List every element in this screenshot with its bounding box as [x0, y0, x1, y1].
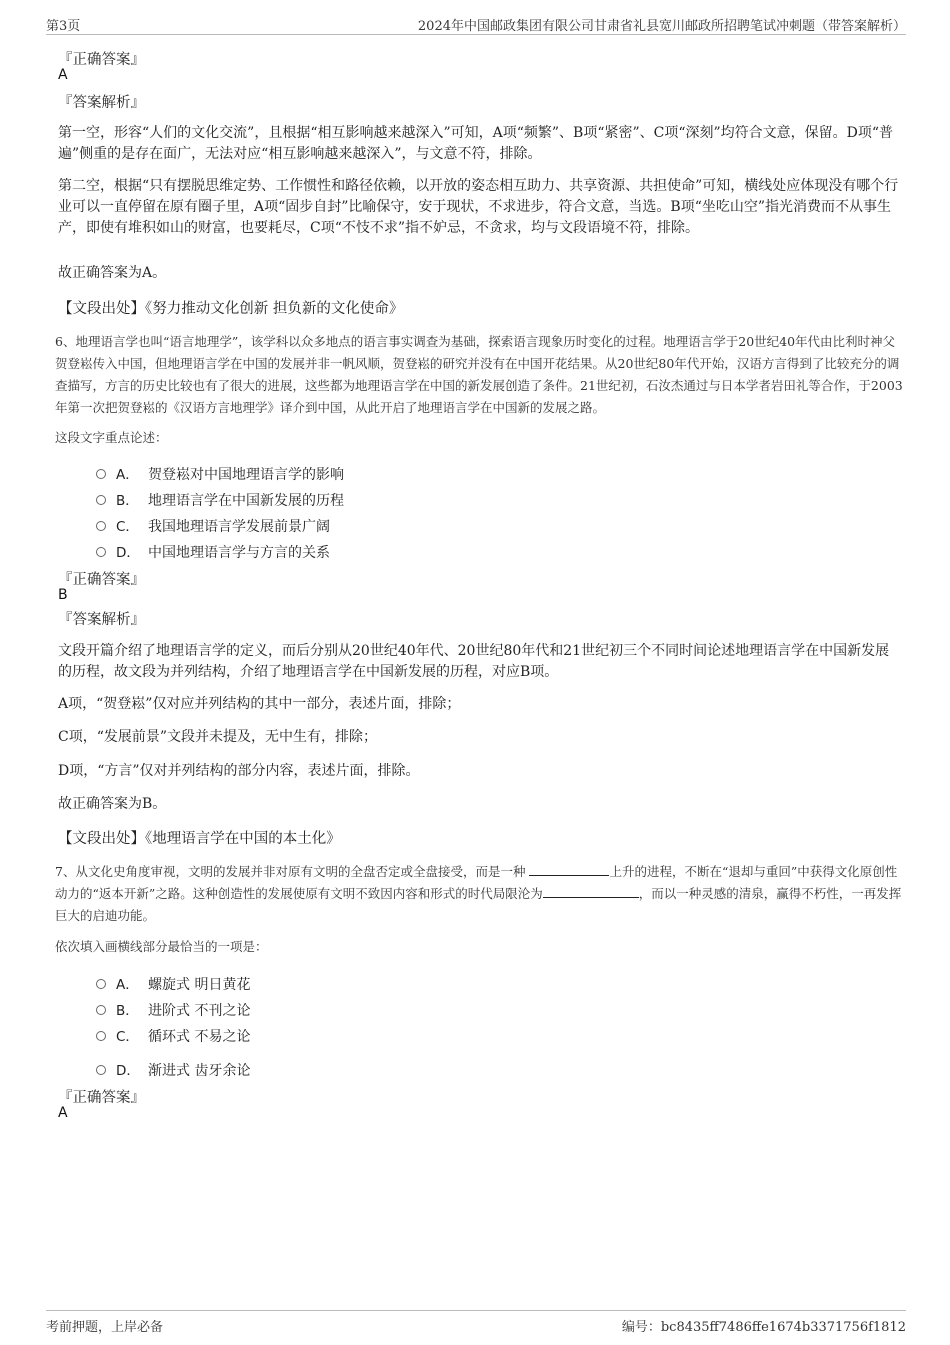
- page-header: [46, 12, 906, 35]
- radio-icon[interactable]: [96, 495, 106, 505]
- page-number: 第3页: [46, 19, 81, 34]
- analysis-paragraph: D项，“方言”仅对并列结构的部分内容，表述片面，排除。: [58, 763, 420, 779]
- analysis-label: 『答案解析』: [58, 95, 145, 111]
- radio-icon[interactable]: [96, 979, 106, 989]
- analysis-label: 『答案解析』: [58, 612, 145, 628]
- question-6-prompt: 这段文字重点论述：: [55, 430, 168, 445]
- option-d[interactable]: D． 渐进式 齿牙余论: [96, 1059, 250, 1079]
- correct-answer-value: B: [58, 587, 68, 603]
- correct-answer-label: 『正确答案』: [58, 1090, 145, 1106]
- question-7-text: 7、从文化史角度审视，文明的发展并非对原有文明的全盘否定或全盘接受，而是一种 上升的进程，不断在“退却与重回”中获得文化原创性动力的“返本开新”之路。这种创造性的发展使原有文明不致因内容和形式的时代局限沦为 ，而以一种灵感的清泉，赢得不朽性，一再发挥巨大的启迪功能。: [55, 861, 905, 927]
- source-citation: 【文段出处】《地理语言学在中国的本土化》: [58, 831, 341, 847]
- correct-answer-label: 『正确答案』: [58, 572, 145, 588]
- footer-slogan: 考前押题，上岸必备: [46, 1320, 164, 1335]
- correct-answer-value: A: [58, 67, 68, 83]
- correct-answer-label: 『正确答案』: [58, 52, 145, 68]
- page-footer: [46, 1310, 906, 1335]
- analysis-paragraph: C项，“发展前景”文段并未提及，无中生有，排除；: [58, 729, 378, 745]
- conclusion-text: 故正确答案为B。: [58, 796, 167, 812]
- analysis-paragraph: 文段开篇介绍了地理语言学的定义，而后分别从20世纪40年代、20世纪80年代和21世纪初三个不同时间论述地理语言学在中国新发展的历程，故文段为并列结构，介绍了地理语言学在中国新发展的历程，对应B项。: [58, 643, 890, 680]
- option-a[interactable]: A． 螺旋式 明日黄花: [96, 973, 250, 993]
- source-citation: 【文段出处】《努力推动文化创新 担负新的文化使命》: [58, 301, 404, 317]
- option-c[interactable]: C． 我国地理语言学发展前景广阔: [96, 515, 330, 535]
- document-id: 编号：bc8435ff7486ffe1674b3371756f1812: [621, 1320, 906, 1335]
- conclusion-text: 故正确答案为A。: [58, 265, 167, 281]
- option-c[interactable]: C． 循环式 不易之论: [96, 1025, 250, 1045]
- radio-icon[interactable]: [96, 1031, 106, 1041]
- option-a[interactable]: A． 贺登崧对中国地理语言学的影响: [96, 463, 344, 483]
- fill-blank-2: [543, 883, 639, 898]
- analysis-paragraph: 第一空，形容“人们的文化交流”，且根据“相互影响越来越深入”可知，A项“频繁”、B项“紧密”、C项“深刻”均符合文意，保留。D项“普遍”侧重的是存在面广，无法对应“相互影响越来越深入”，与文意不符，排除。: [58, 125, 894, 162]
- analysis-paragraph: A项，“贺登崧”仅对应并列结构的其中一部分，表述片面，排除；: [58, 696, 461, 712]
- question-6-text: 6、地理语言学也叫“语言地理学”，该学科以众多地点的语言事实调查为基础，探索语言现象历时变化的过程。地理语言学于20世纪40年代由比利时神父贺登崧传入中国，但地理语言学在中国的发展并非一帆风顺，贺登崧的研究并没有在中国开花结果。从20世纪80年代开始，汉语方言得到了比较充分的调查描写，方言的历史比较也有了很大的进展，这些都为地理语言学在中国的新发展创造了条件。21世纪初，石汝杰通过与日本学者岩田礼等合作，于2003年第一次把贺登崧的《汉语方言地理学》译介到中国，从此开启了地理语言学在中国新的发展之路。: [55, 334, 903, 415]
- radio-icon[interactable]: [96, 1065, 106, 1075]
- document-title: 2024年中国邮政集团有限公司甘肃省礼县宽川邮政所招聘笔试冲刺题（带答案解析）: [417, 19, 906, 34]
- analysis-paragraph: 第二空，根据“只有摆脱思维定势、工作惯性和路径依赖，以开放的姿态相互助力、共享资源、共担使命”可知，横线处应体现没有哪个行业可以一直停留在原有圈子里，A项“固步自封”比喻保守，安于现状，不求进步，符合文意，当选。B项“坐吃山空”指光消费而不从事生产，即使有堆积如山的财富，也要耗尽，C项“不忮不求”指不妒忌，不贪求，均与文段语境不符，排除。: [58, 178, 899, 236]
- correct-answer-value: A: [58, 1105, 68, 1121]
- radio-icon[interactable]: [96, 469, 106, 479]
- fill-blank-1: [529, 861, 609, 876]
- option-b[interactable]: B． 地理语言学在中国新发展的历程: [96, 489, 344, 509]
- question-7-prompt: 依次填入画横线部分最恰当的一项是：: [55, 939, 268, 954]
- radio-icon[interactable]: [96, 547, 106, 557]
- radio-icon[interactable]: [96, 1005, 106, 1015]
- option-b[interactable]: B． 进阶式 不刊之论: [96, 999, 250, 1019]
- option-d[interactable]: D． 中国地理语言学与方言的关系: [96, 541, 330, 561]
- radio-icon[interactable]: [96, 521, 106, 531]
